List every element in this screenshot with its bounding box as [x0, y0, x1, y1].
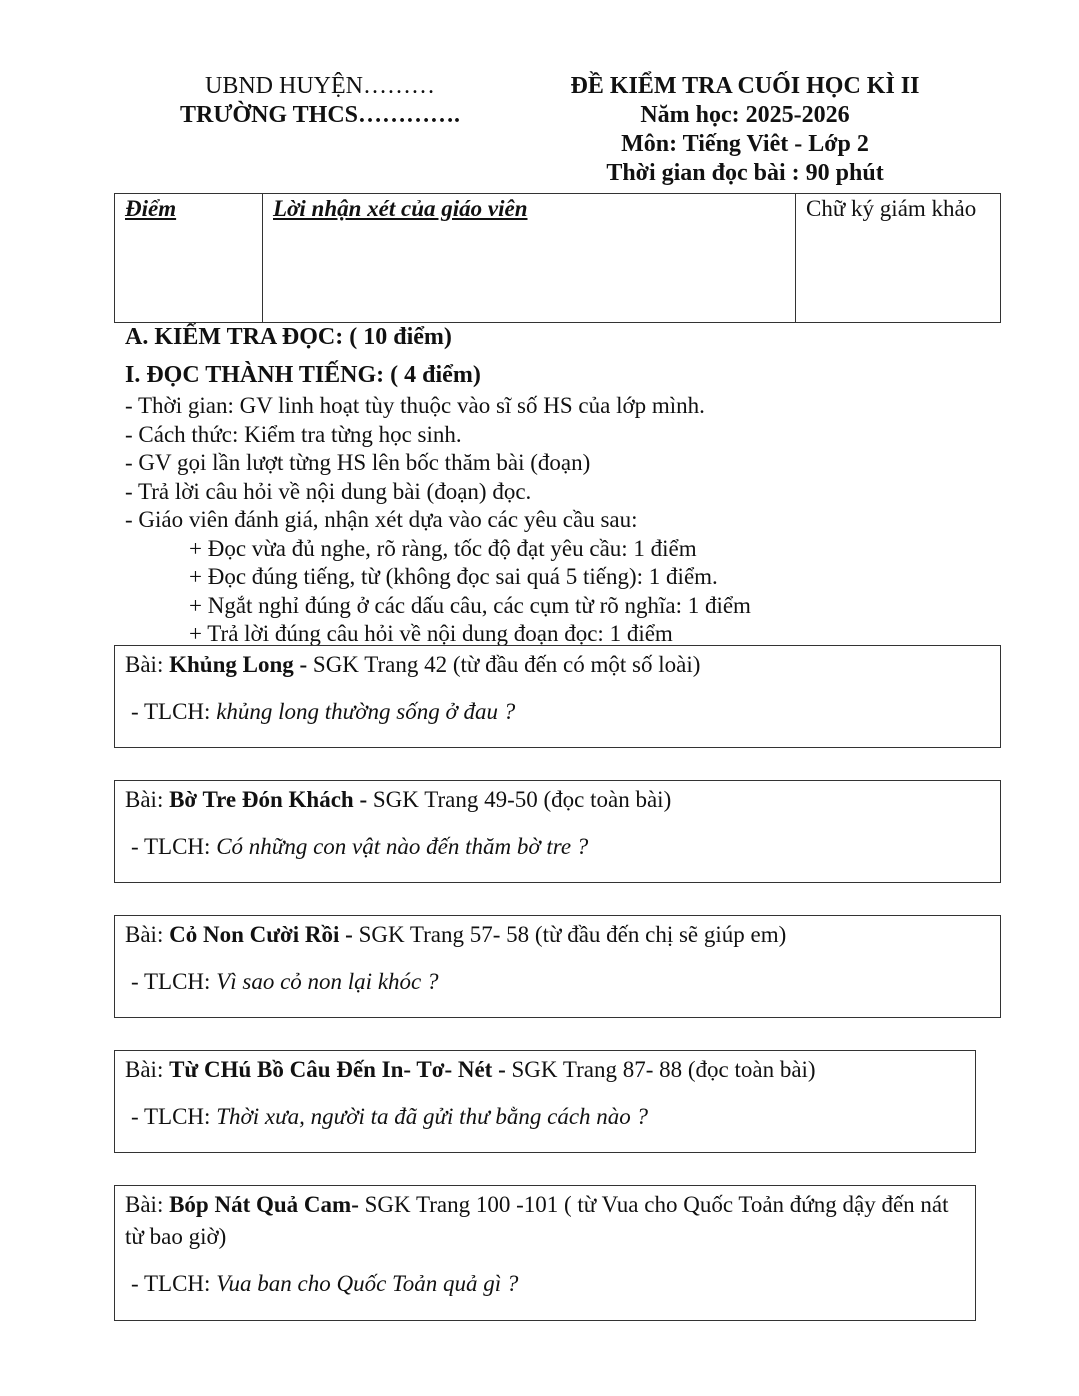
question-text: Thời xưa, người ta đã gửi thư bằng cách nào ?: [216, 1104, 649, 1129]
school-year: Năm học: 2025-2026: [640, 102, 850, 128]
reading-box: [114, 1050, 976, 1153]
instruction-line: - Thời gian: GV linh hoạt tùy thuộc vào sĩ số HS của lớp mình.: [125, 393, 705, 418]
reading-prefix: Bài:: [125, 652, 170, 677]
reading-question: [125, 1104, 965, 1130]
instruction-line: - Cách thức: Kiểm tra từng học sinh.: [125, 421, 462, 447]
criteria-line: + Trả lời đúng câu hỏi về nội dung đoạn đọc: 1 điểm: [189, 621, 673, 646]
reading-prefix: Bài:: [125, 922, 170, 947]
question-label: - TLCH:: [131, 1104, 217, 1129]
reading-box: [114, 1185, 976, 1321]
signature-header: Chữ ký giám khảo: [806, 196, 977, 221]
reading-source: SGK Trang 100 -101 ( từ Vua cho Quốc Toản đứng dậy đến nát từ bao giờ): [125, 1192, 949, 1249]
exam-header: [530, 72, 960, 188]
reading-name: Khủng Long -: [169, 652, 308, 677]
reading-box: [114, 780, 1001, 883]
reading-box: [114, 915, 1001, 1018]
question-label: - TLCH:: [131, 1271, 217, 1296]
instruction-line: - GV gọi lần lượt từng HS lên bốc thăm bài (đoạn): [125, 450, 591, 475]
reading-source: SGK Trang 49-50 (đọc toàn bài): [367, 787, 672, 812]
criteria-line: + Đọc vừa đủ nghe, rõ ràng, tốc độ đạt yêu cầu: 1 điểm: [189, 535, 697, 561]
reading-title: [125, 919, 990, 951]
reading-name: Cỏ Non Cười Rồi -: [169, 922, 353, 947]
question-text: Có những con vật nào đến thăm bờ tre ?: [216, 834, 589, 859]
question-label: - TLCH:: [131, 969, 217, 994]
signature-cell: [796, 194, 1001, 323]
subject: Môn: Tiếng Viêt - Lớp 2: [621, 131, 869, 157]
reading-prefix: Bài:: [125, 1057, 170, 1082]
school-label: TRƯỜNG THCS………….: [179, 102, 461, 128]
section-a-heading: A. KIỂM TRA ĐỌC: ( 10 điểm): [125, 324, 452, 350]
reading-source: SGK Trang 57- 58 (từ đầu đến chị sẽ giúp em): [352, 922, 787, 947]
reading-source: SGK Trang 87- 88 (đọc toàn bài): [505, 1057, 816, 1082]
reading-name: Bóp Nát Quả Cam-: [169, 1192, 359, 1217]
reading-source: SGK Trang 42 (từ đầu đến có một số loài): [307, 652, 701, 677]
question-label: - TLCH:: [131, 834, 217, 859]
reading-box: [114, 645, 1001, 748]
reading-question: [125, 969, 990, 995]
reading-title: [125, 784, 990, 816]
section-i-heading: I. ĐỌC THÀNH TIẾNG: ( 4 điểm): [125, 362, 481, 388]
question-text: Vua ban cho Quốc Toản quả gì ?: [216, 1271, 519, 1296]
reading-question: [125, 834, 990, 860]
school-header: [150, 72, 490, 130]
district-label: UBND HUYỆN………: [205, 73, 435, 99]
reading-title: [125, 649, 990, 681]
reading-question: [125, 1271, 965, 1297]
score-cell: [115, 194, 263, 323]
question-text: khủng long thường sống ở đau ?: [216, 699, 516, 724]
reading-title: [125, 1054, 965, 1086]
instructions-list: [125, 392, 751, 649]
question-label: - TLCH:: [131, 699, 217, 724]
question-text: Vì sao cỏ non lại khóc ?: [216, 969, 439, 994]
reading-name: Bờ Tre Đón Khách -: [169, 787, 368, 812]
reading-title: [125, 1189, 965, 1253]
instruction-line: - Trả lời câu hỏi về nội dung bài (đoạn) đọc.: [125, 478, 532, 504]
duration: Thời gian đọc bài : 90 phút: [606, 160, 884, 186]
instruction-line: - Giáo viên đánh giá, nhận xét dựa vào các yêu cầu sau:: [125, 507, 638, 532]
score-header: Điểm: [125, 196, 177, 221]
comment-header: Lời nhận xét của giáo viên: [273, 196, 528, 221]
comment-cell: [263, 194, 796, 323]
score-table: [114, 193, 1001, 323]
exam-title: ĐỀ KIỂM TRA CUỐI HỌC KÌ II: [570, 73, 920, 99]
reading-prefix: Bài:: [125, 1192, 170, 1217]
criteria-line: + Ngắt nghỉ đúng ở các dấu câu, các cụm từ rõ nghĩa: 1 điểm: [189, 592, 751, 618]
reading-name: Từ CHú Bồ Câu Đến In- Tơ- Nét -: [169, 1057, 506, 1082]
reading-question: [125, 699, 990, 725]
reading-prefix: Bài:: [125, 787, 170, 812]
criteria-line: + Đọc đúng tiếng, từ (không đọc sai quá 5 tiếng): 1 điểm.: [189, 564, 718, 589]
